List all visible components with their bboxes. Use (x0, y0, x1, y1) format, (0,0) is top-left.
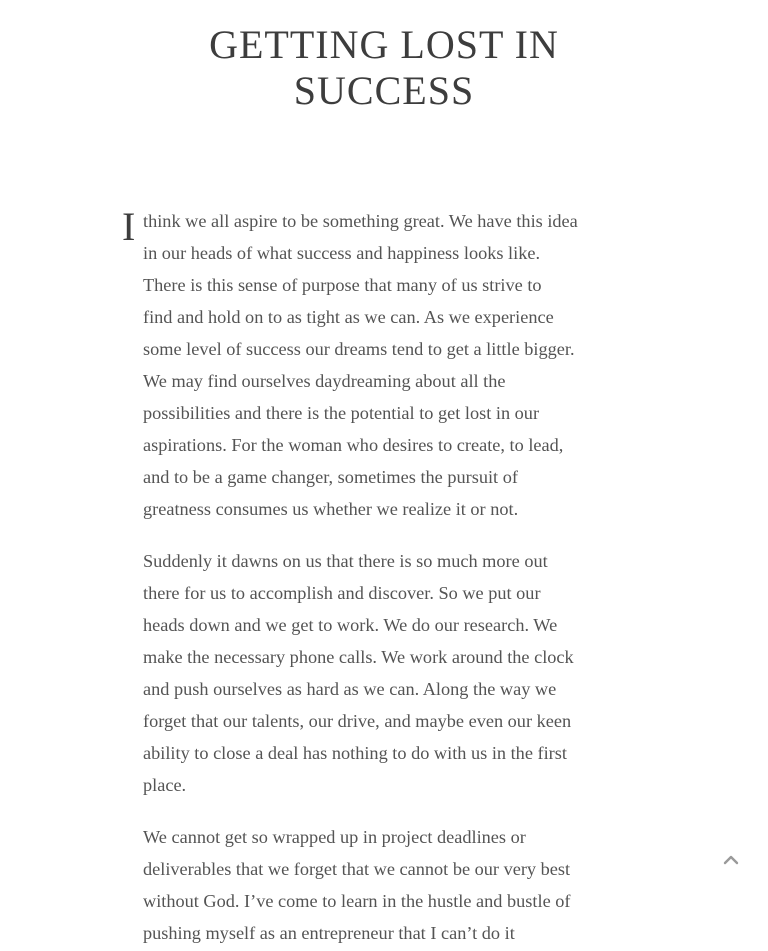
paragraph-line: greatness consumes us whether we realize it or not. (143, 499, 519, 519)
paragraph-line: in our heads of what success and happiness looks like. (143, 243, 541, 263)
paragraph-line: heads down and we get to work. We do our research. We (143, 615, 558, 635)
chevron-up-icon (720, 848, 742, 870)
paragraph-1 (143, 205, 633, 525)
paragraph-line: possibilities and there is the potential to get lost in our (143, 403, 540, 423)
article-body (122, 204, 633, 951)
page-title-line-2: SUCCESS (293, 68, 475, 113)
paragraph-line: find and hold on to as tight as we can. As we experience (143, 307, 554, 327)
paragraph-line: We cannot get so wrapped up in project deadlines or (143, 827, 526, 847)
paragraph-line: and to be a game changer, sometimes the pursuit of (143, 467, 518, 487)
paragraph-line: deliverables that we forget that we cannot be our very best (143, 859, 571, 879)
paragraph-line: pushing myself as an entrepreneur that I can’t do it (143, 923, 515, 943)
paragraph-line: We may find ourselves daydreaming about all the (143, 371, 506, 391)
paragraph-line: There is this sense of purpose that many of us strive to (143, 275, 542, 295)
page-title-line-1: GETTING LOST IN (209, 22, 559, 67)
page-title (0, 22, 768, 114)
paragraph-line: place. (143, 775, 187, 795)
paragraph-line: make the necessary phone calls. We work around the clock (143, 647, 574, 667)
paragraph-line: think we all aspire to be something great. We have this idea (143, 211, 578, 231)
paragraph-line: Suddenly it dawns on us that there is so much more out (143, 551, 548, 571)
back-to-top-button[interactable] (720, 848, 742, 870)
paragraph-line: ability to close a deal has nothing to do with us in the first (143, 743, 567, 763)
paragraph-line: without God. I’ve come to learn in the hustle and bustle of (143, 891, 571, 911)
paragraph-3 (143, 821, 633, 949)
drop-cap: I (122, 204, 136, 249)
paragraph-line: aspirations. For the woman who desires to create, to lead, (143, 435, 564, 455)
paragraph-line: there for us to accomplish and discover. So we put our (143, 583, 541, 603)
paragraph-line: some level of success our dreams tend to get a little bigger. (143, 339, 575, 359)
paragraph-line: and push ourselves as hard as we can. Along the way we (143, 679, 557, 699)
paragraph-2 (143, 545, 633, 801)
paragraph-line: forget that our talents, our drive, and maybe even our keen (143, 711, 572, 731)
